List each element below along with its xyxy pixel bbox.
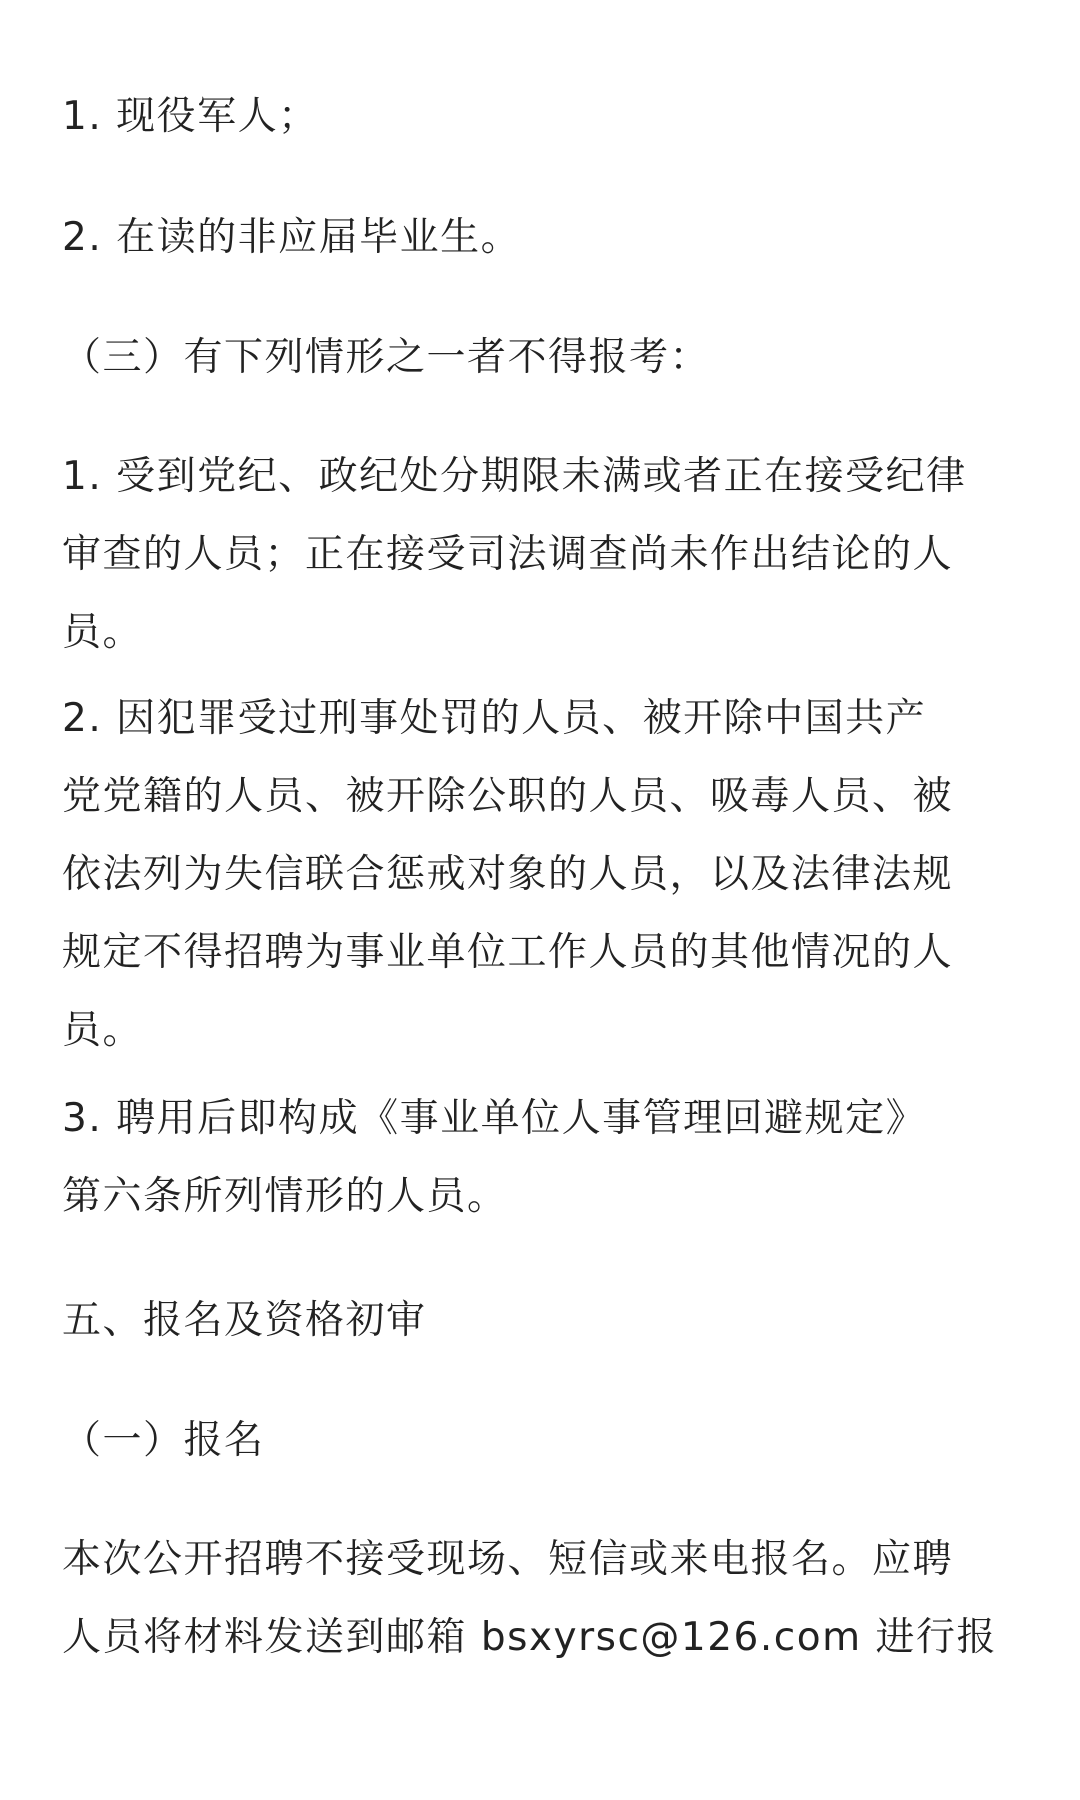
- text-line: 2. 因犯罪受过刑事处罚的人员、被开除中国共产: [62, 696, 927, 741]
- text-line: 1. 现役军人；: [62, 94, 319, 139]
- text-line: 本次公开招聘不接受现场、短信或来电报名。应聘: [62, 1537, 954, 1582]
- list-item-disciplinary-review: [62, 438, 1020, 672]
- text-line: 审查的人员；正在接受司法调查尚未作出结论的人: [62, 532, 954, 577]
- registration-instructions: [62, 1521, 1020, 1677]
- text-line: 1. 受到党纪、政纪处分期限未满或者正在接受纪律: [62, 454, 967, 499]
- list-item-criminal-record: [62, 680, 1020, 1070]
- list-item-non-graduate-student: [62, 199, 1020, 277]
- text-line: 员。: [62, 610, 144, 655]
- section-heading-registration: [62, 1282, 1020, 1360]
- text-line: 2. 在读的非应届毕业生。: [62, 215, 522, 260]
- list-item-active-military: [62, 78, 1020, 156]
- list-item-avoidance-rules: [62, 1080, 1020, 1236]
- text-line: 规定不得招聘为事业单位工作人员的其他情况的人: [62, 930, 954, 975]
- section-heading-disqualifications: [62, 319, 1020, 397]
- text-line: （一）报名: [62, 1418, 265, 1463]
- text-line: 五、报名及资格初审: [62, 1298, 427, 1343]
- text-line: 依法列为失信联合惩戒对象的人员，以及法律法规: [62, 852, 954, 897]
- text-line: 党党籍的人员、被开除公职的人员、吸毒人员、被: [62, 774, 954, 819]
- text-line: 人员将材料发送到邮箱 bsxyrsc@126.com 进行报: [62, 1615, 997, 1660]
- subsection-heading-registration: [62, 1402, 1020, 1480]
- text-line: 第六条所列情形的人员。: [62, 1174, 508, 1219]
- text-line: （三）有下列情形之一者不得报考：: [62, 335, 711, 380]
- text-line: 员。: [62, 1008, 144, 1053]
- text-line: 3. 聘用后即构成《事业单位人事管理回避规定》: [62, 1096, 927, 1141]
